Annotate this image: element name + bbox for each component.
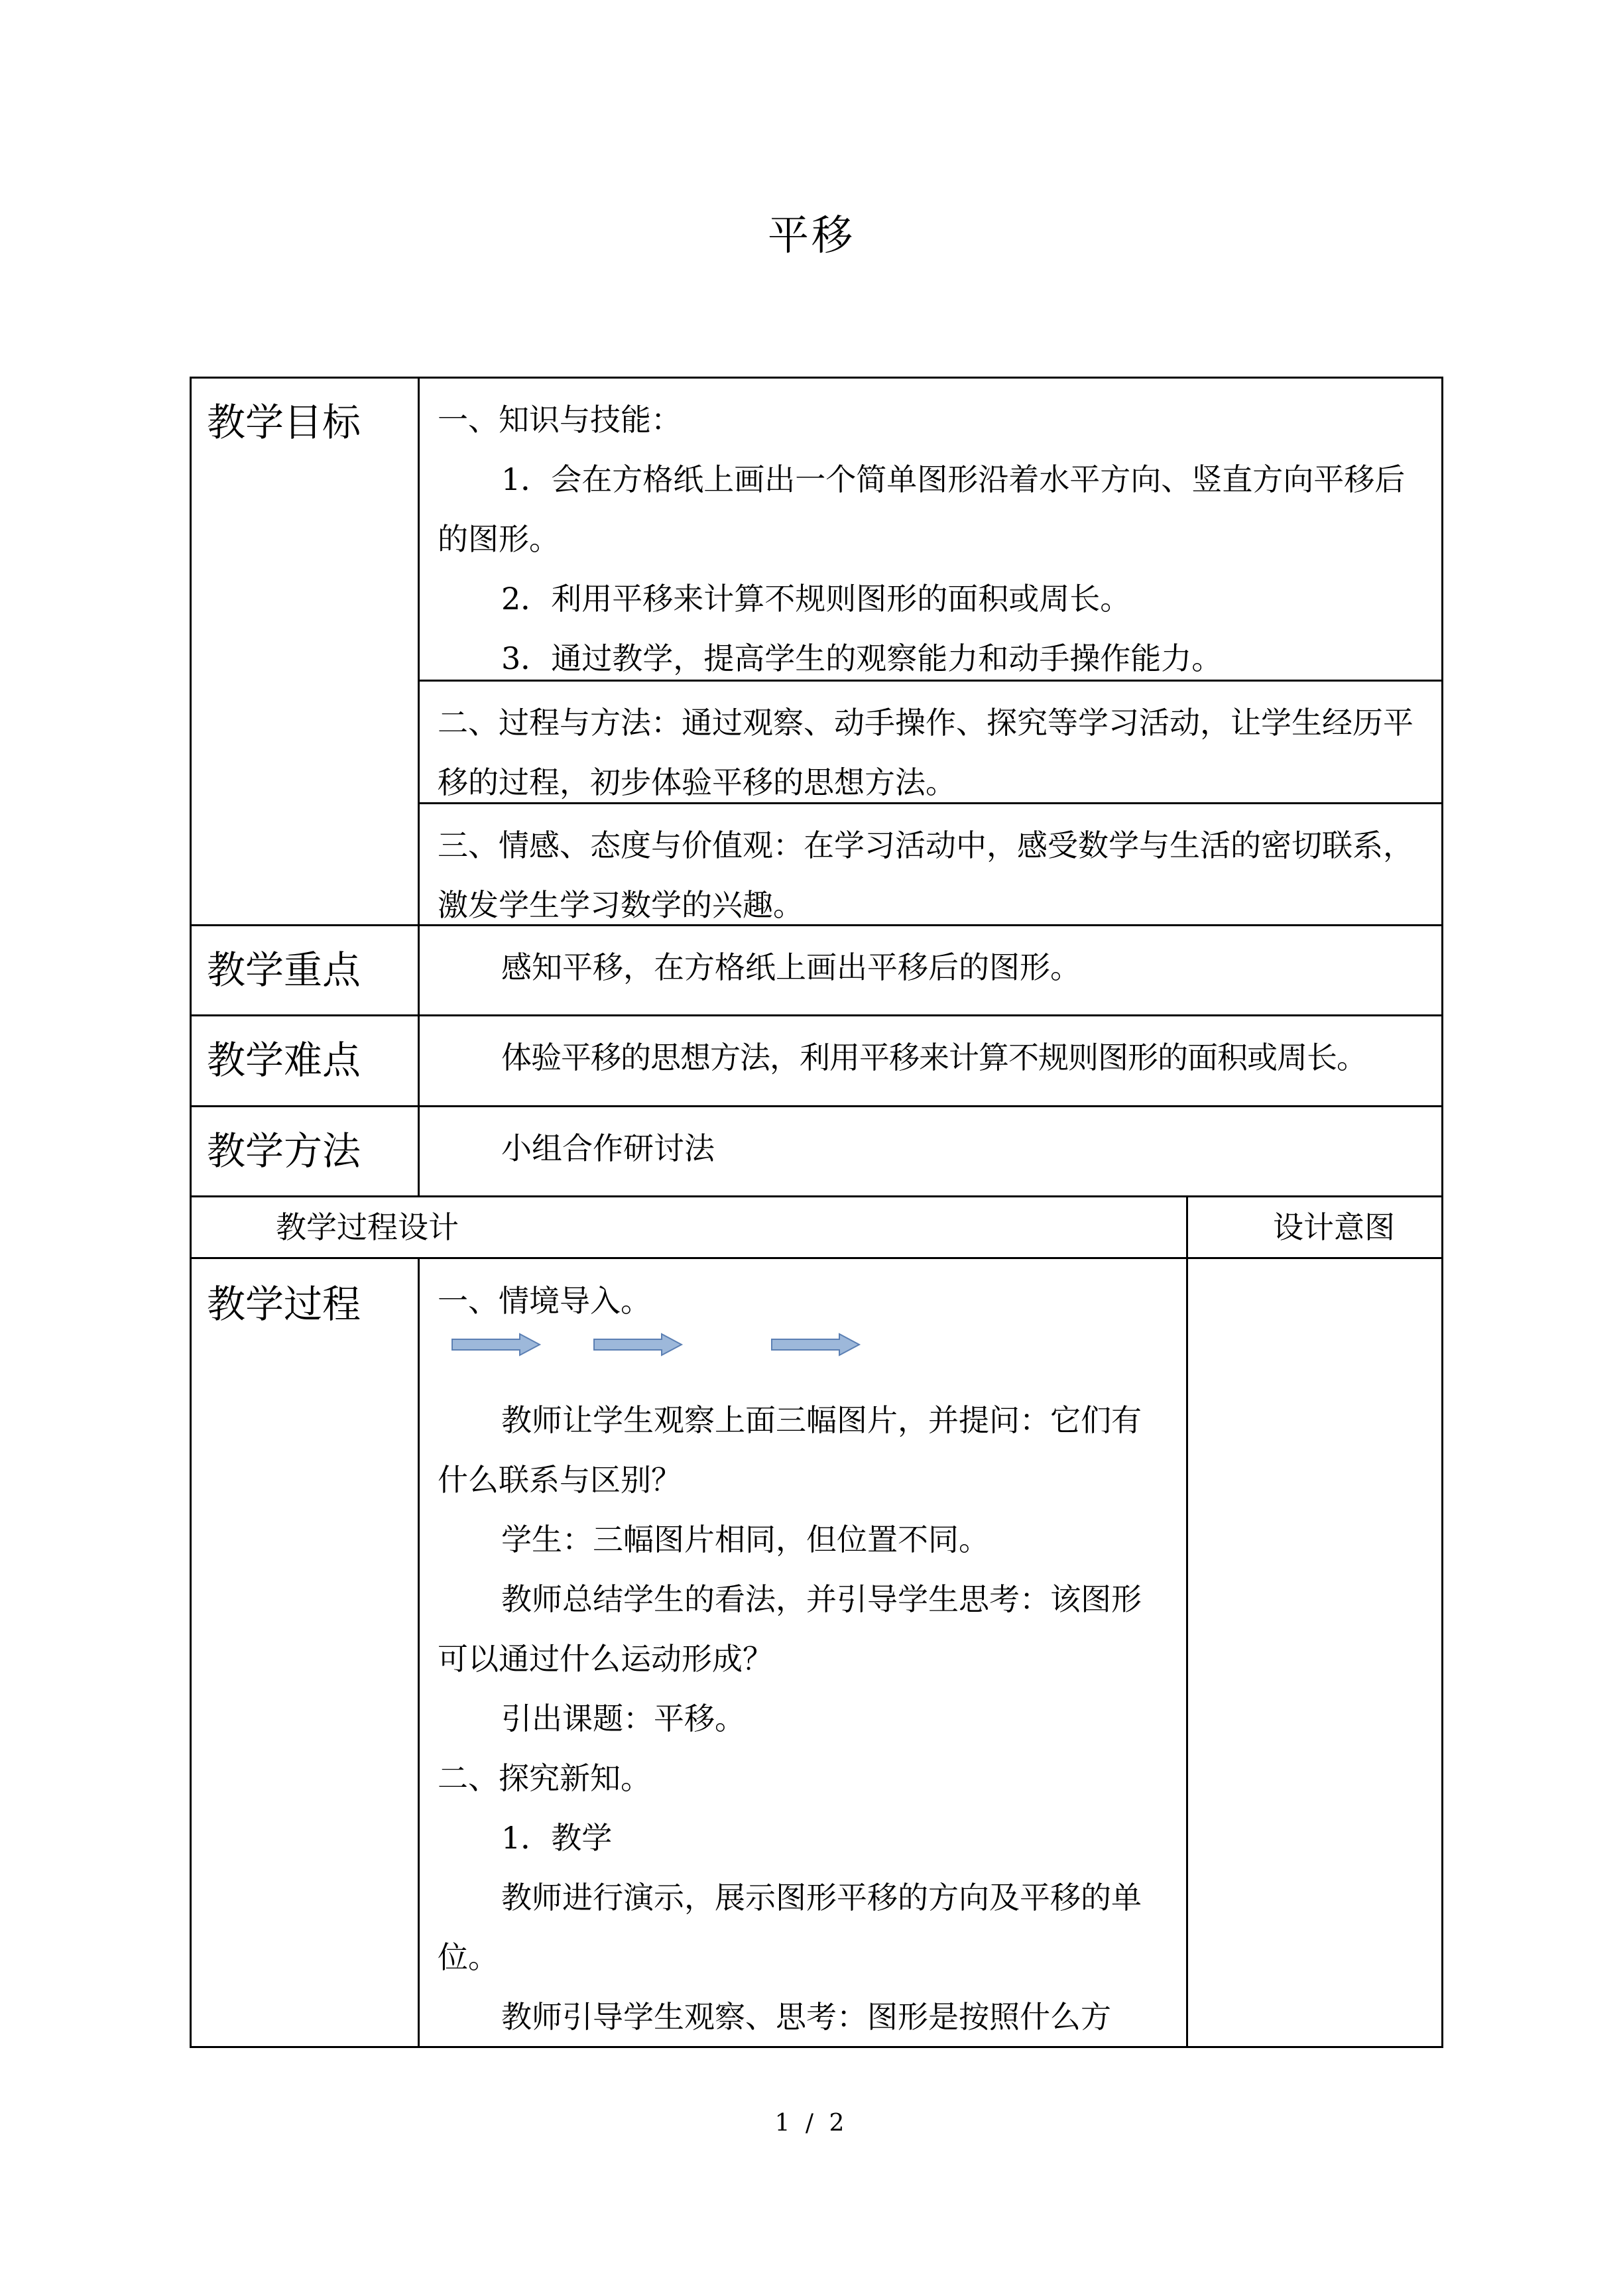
page-number: 1 / 2 [774, 2110, 849, 2137]
knowledge-heading: 一、知识与技能： [438, 402, 682, 438]
design-intent-header: 设计意图 [1273, 1209, 1395, 1245]
knowledge-item-1: 1．会在方格纸上画出一个简单图形沿着水平方向、竖直方向平移后的图形。 [438, 461, 1406, 557]
process-label: 教学过程 [207, 1282, 361, 1327]
knowledge-item-3: 3．通过教学，提高学生的观察能力和动手操作能力。 [501, 640, 1223, 676]
section-explore-heading: 二、探究新知。 [438, 1760, 651, 1796]
difficulties-text: 体验平移的思想方法，利用平移来计算不规则图形的面积或周长。 [501, 1040, 1366, 1075]
page-title: 平移 [767, 211, 855, 259]
student-answer-text: 学生：三幅图片相同，但位置不同。 [501, 1522, 989, 1557]
subsection-teaching-heading: 1．教学 [501, 1820, 613, 1856]
teacher-demo-text: 教师进行演示，展示图形平移的方向及平移的单位。 [438, 1880, 1142, 1975]
process-method-text: 二、过程与方法：通过观察、动手操作、探究等学习活动，让学生经历平移的过程，初步体验平移的思想方法。 [438, 705, 1413, 800]
teacher-guide-text: 教师引导学生观察、思考：图形是按照什么方 [501, 1999, 1111, 2035]
knowledge-item-2: 2．利用平移来计算不规则图形的面积或周长。 [501, 581, 1131, 617]
key-points-label: 教学重点 [207, 947, 361, 993]
right-arrow-icon [594, 1334, 682, 1355]
emotion-values-text: 三、情感、态度与价值观：在学习活动中，感受数学与生活的密切联系，激发学生学习数学的兴趣。 [438, 827, 1413, 923]
method-text: 小组合作研讨法 [501, 1130, 715, 1166]
teacher-question-text: 教师让学生观察上面三幅图片，并提问：它们有什么联系与区别？ [438, 1402, 1142, 1498]
right-arrow-icon [452, 1334, 540, 1355]
lesson-topic-text: 引出课题：平移。 [501, 1701, 745, 1736]
section-intro-heading: 一、情境导入。 [438, 1283, 651, 1319]
key-points-text: 感知平移，在方格纸上画出平移后的图形。 [501, 949, 1081, 985]
difficulties-label: 教学难点 [207, 1038, 361, 1083]
process-design-header: 教学过程设计 [276, 1209, 459, 1245]
method-label: 教学方法 [207, 1128, 361, 1174]
right-arrow-icon [772, 1334, 859, 1355]
teacher-summary-text: 教师总结学生的看法，并引导学生思考：该图形可以通过什么运动形成？ [438, 1581, 1142, 1677]
objectives-label: 教学目标 [207, 400, 361, 445]
